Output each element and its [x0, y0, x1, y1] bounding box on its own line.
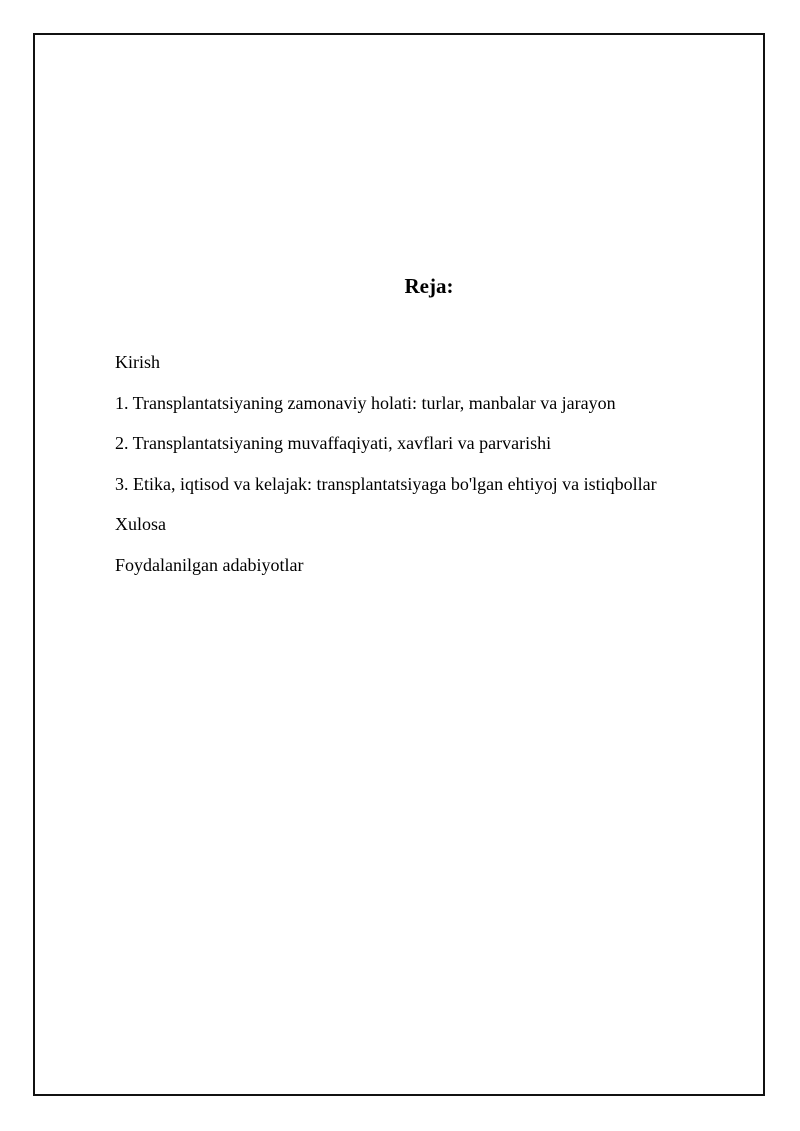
page-title: Reja: [404, 274, 454, 298]
plan-item-references: Foydalanilgan adabiyotlar [115, 554, 304, 575]
plan-item-chapter-2: 2. Transplantatsiyaning muvaffaqiyati, xavflari va parvarishi [115, 433, 552, 453]
plan-list [115, 350, 657, 593]
plan-item-chapter-3: 3. Etika, iqtisod va kelajak: transplantatsiyaga bo'lgan ehtiyoj va istiqbollar [115, 473, 657, 494]
plan-item-introduction: Kirish [115, 352, 160, 372]
plan-item-chapter-1: 1. Transplantatsiyaning zamonaviy holati: turlar, manbalar va jarayon [115, 392, 616, 413]
plan-item-conclusion: Xulosa [115, 514, 166, 534]
